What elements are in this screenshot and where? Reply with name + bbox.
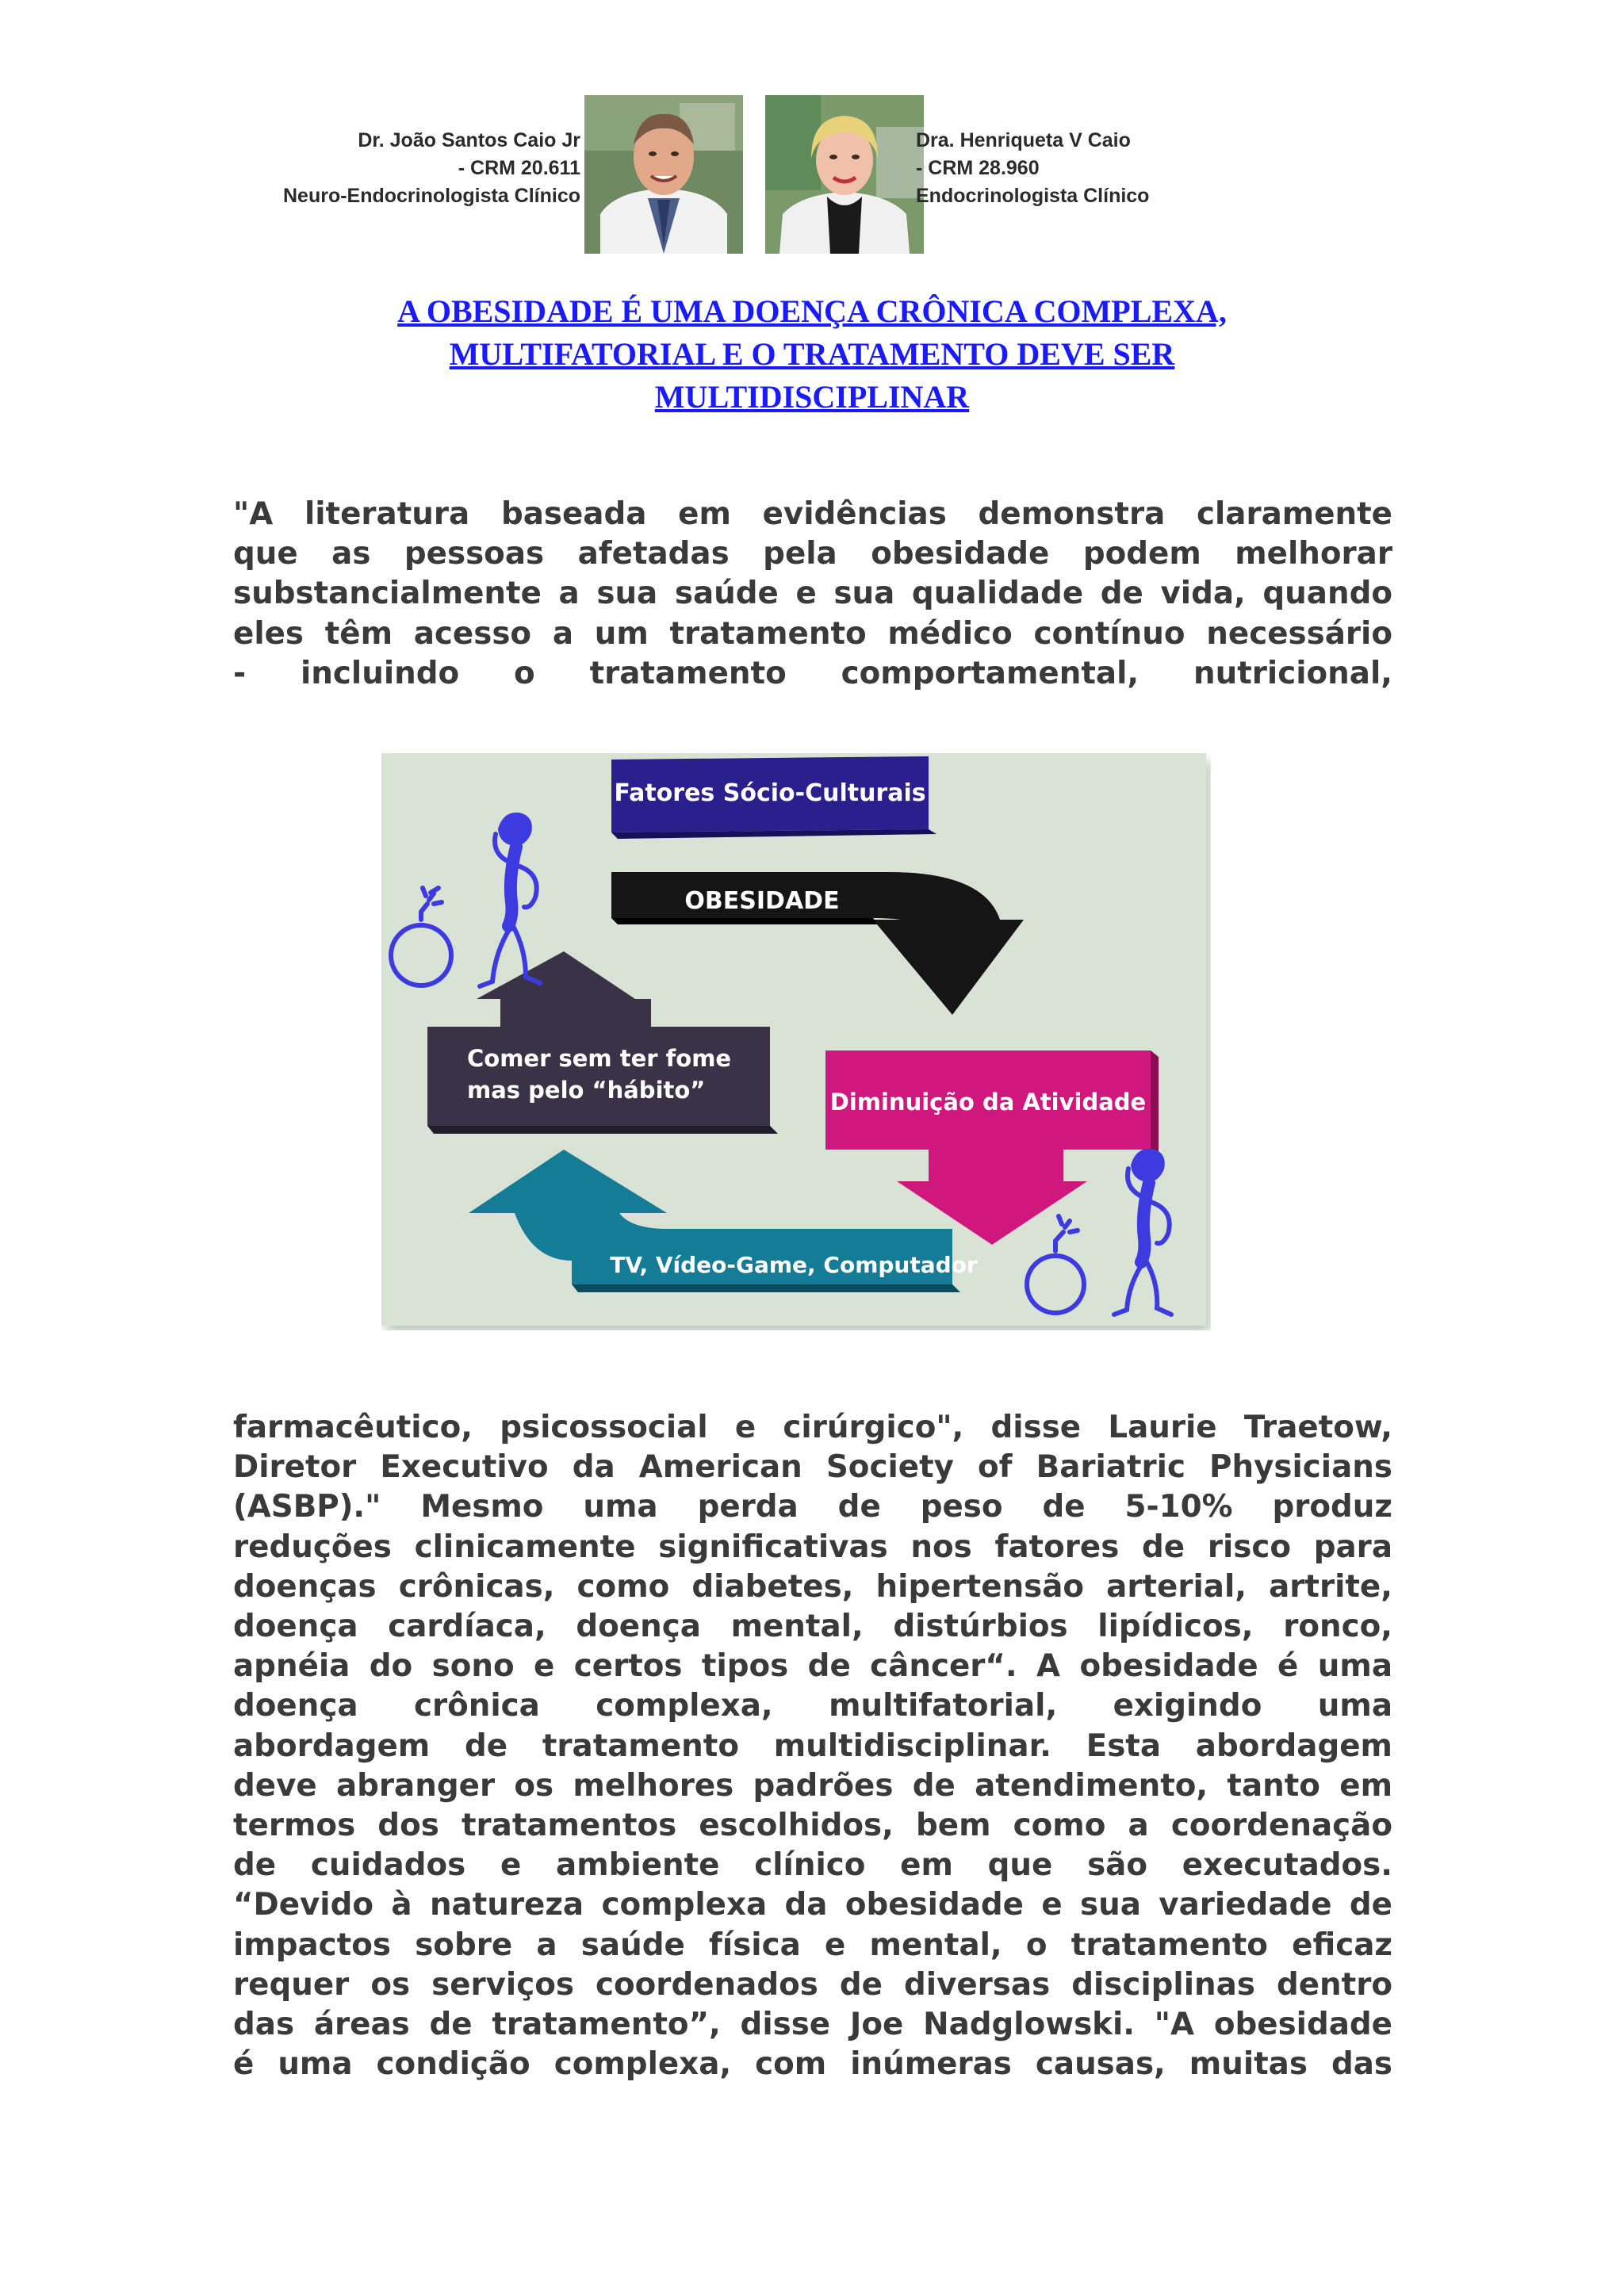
doctor-left-crm: - CRM 20.611	[458, 157, 580, 179]
body-bottom-line-4: reduções clinicamente significativas nos fatores de risco para	[233, 1529, 1392, 1565]
socio-cultural-box	[611, 756, 936, 839]
body-bottom-line-13: “Devido à natureza complexa da obesidade e sua variedade de	[233, 1887, 1392, 1923]
document-title[interactable]	[233, 290, 1391, 419]
body-bottom-line-11: termos dos tratamentos escolhidos, bem como a coordenação	[233, 1808, 1392, 1844]
body-top-line-1: "A literatura baseada em evidências demonstra claramente	[233, 496, 1392, 532]
body-bottom-line-8: doença crônica complexa, multifatorial, exigindo uma	[233, 1688, 1392, 1724]
body-bottom-line-7: apnéia do sono e certos tipos de câncer“. A obesidade é uma	[233, 1648, 1392, 1685]
doctor-right-info	[916, 127, 1149, 210]
doctor-right-specialty: Endocrinologista Clínico	[916, 185, 1150, 207]
title-line-2[interactable]: MULTIFATORIAL E O TRATAMENTO DEVE SER	[449, 336, 1175, 372]
title-line-3[interactable]: MULTIDISCIPLINAR	[654, 379, 970, 415]
body-bottom-line-1: farmacêutico, psicossocial e cirúrgico", disse Laurie Traetow,	[233, 1410, 1392, 1445]
doctor-left-specialty: Neuro-Endocrinologista Clínico	[282, 185, 580, 207]
body-bottom-line-15: requer os serviços coordenados de diversas disciplinas dentro	[233, 1966, 1392, 2003]
label-obesidade: OBESIDADE	[684, 887, 840, 915]
body-top-line-2: que as pessoas afetadas pela obesidade podem melhorar	[233, 536, 1392, 572]
body-paragraph-top	[233, 495, 1392, 694]
document-header	[0, 0, 1624, 262]
body-top-line-5: - incluindo o tratamento comportamental, nutricional,	[233, 655, 1392, 691]
doctor-right-photo	[765, 95, 924, 254]
body-paragraph-bottom	[233, 1408, 1392, 2084]
body-top-line-3: substancialmente a sua saúde e sua qualidade de vida, quando	[233, 576, 1392, 612]
doctor-left-info	[283, 127, 580, 210]
body-bottom-line-6: doença cardíaca, doença mental, distúrbios lipídicos, ronco,	[233, 1609, 1392, 1645]
label-tv-videogame: TV, Vídeo-Game, Computador	[610, 1252, 978, 1278]
doctor-left-name: Dr. João Santos Caio Jr	[358, 129, 580, 151]
body-bottom-line-17: é uma condição complexa, com inúmeras causas, muitas das	[233, 2046, 1392, 2083]
label-comer-line-1: Comer sem ter fome	[467, 1045, 732, 1072]
doctor-right-crm: - CRM 28.960	[916, 157, 1040, 179]
body-bottom-line-16: das áreas de tratamento”, disse Joe Nadglowski. "A obesidade	[233, 2007, 1392, 2043]
body-bottom-line-3: (ASBP)." Mesmo uma perda de peso de 5-10% produz	[233, 1489, 1392, 1525]
label-comer-line-2: mas pelo “hábito”	[467, 1077, 706, 1104]
title-line-1[interactable]: A OBESIDADE É UMA DOENÇA CRÔNICA COMPLEXA,	[397, 293, 1227, 329]
body-bottom-line-12: de cuidados e ambiente clínico em que são executados.	[233, 1847, 1392, 1884]
body-bottom-line-9: abordagem de tratamento multidisciplinar. Esta abordagem	[233, 1728, 1392, 1764]
body-bottom-line-10: deve abranger os melhores padrões de atendimento, tanto em	[233, 1767, 1392, 1804]
body-bottom-line-14: impactos sobre a saúde física e mental, o tratamento eficaz	[233, 1927, 1392, 1963]
obesity-cycle-diagram	[381, 753, 1211, 1330]
body-bottom-line-2: Diretor Executivo da American Society of Bariatric Physicians	[233, 1449, 1392, 1486]
body-top-line-4: eles têm acesso a um tratamento médico contínuo necessário	[233, 615, 1392, 652]
label-diminuicao: Diminuição da Atividade	[829, 1089, 1147, 1115]
doctor-left-photo	[584, 95, 743, 254]
body-bottom-line-5: doenças crônicas, como diabetes, hipertensão arterial, artrite,	[233, 1568, 1392, 1605]
label-socio-cultural: Fatores Sócio-Culturais	[614, 779, 926, 807]
doctor-right-name: Dra. Henriqueta V Caio	[916, 129, 1131, 151]
